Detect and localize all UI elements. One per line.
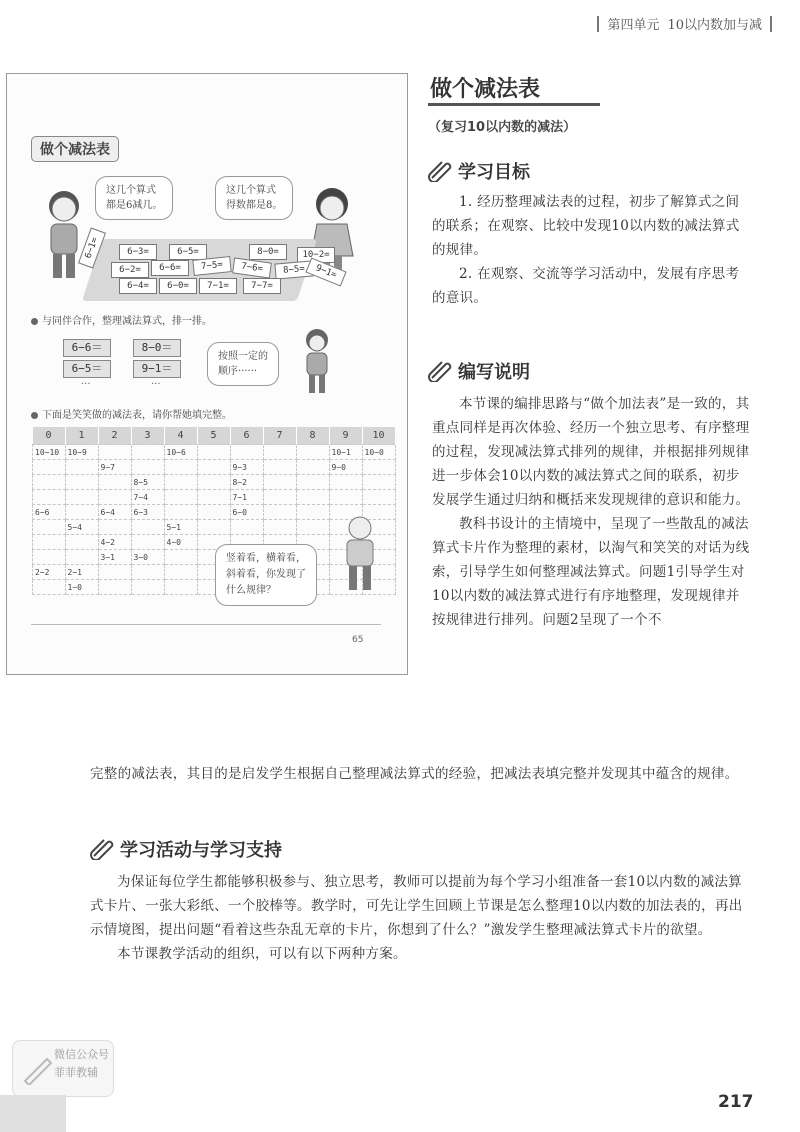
title-underline — [428, 103, 600, 106]
table-cell: 10−10 — [33, 445, 66, 460]
table-row — [33, 490, 396, 505]
table-cell — [98, 580, 131, 595]
table-cell — [263, 520, 296, 535]
table-cell — [296, 475, 329, 490]
table-cell — [98, 475, 131, 490]
bubble-line: 顺序······ — [218, 366, 258, 377]
table-header-cell: 10 — [362, 427, 395, 445]
heading-objectives — [428, 158, 530, 184]
bubble-right — [215, 176, 293, 220]
table-cell — [33, 550, 66, 565]
table-cell — [197, 475, 230, 490]
table-cell — [362, 460, 395, 475]
grandpa-illustration — [337, 514, 383, 594]
table-cell — [98, 520, 131, 535]
bubble-line: 都是6减几。 — [106, 200, 163, 211]
table-cell: 3−1 — [98, 550, 131, 565]
equation-card: 6−4= — [119, 278, 157, 294]
table-cell: 6−0 — [230, 505, 263, 520]
table-cell — [230, 520, 263, 535]
table-cell — [131, 565, 164, 580]
corner-block — [0, 1095, 66, 1132]
table-cell — [164, 490, 197, 505]
table-cell: 8−5 — [131, 475, 164, 490]
table-cell: 8−2 — [230, 475, 263, 490]
equation-card: 6−5= — [169, 244, 207, 260]
table-cell: 3−0 — [131, 550, 164, 565]
table-cell: 4−2 — [98, 535, 131, 550]
watermark-line: 微信公众号 — [54, 1048, 109, 1061]
table-cell — [164, 460, 197, 475]
table-cell — [65, 475, 98, 490]
table-cell — [263, 460, 296, 475]
equation-card: 7−7= — [243, 278, 281, 294]
table-cell — [362, 490, 395, 505]
table-header-cell: 5 — [197, 427, 230, 445]
header-divider — [770, 16, 772, 32]
table-cell: 9−0 — [329, 460, 362, 475]
heading-notes — [428, 358, 530, 384]
heading-activities — [90, 836, 282, 862]
header-unit: 第四单元 — [607, 18, 660, 33]
header-title: 10以内数加与减 — [667, 18, 762, 33]
table-cell: 2−2 — [33, 565, 66, 580]
table-cell — [197, 490, 230, 505]
ellipsis: ··· — [81, 379, 91, 390]
table-cell — [131, 460, 164, 475]
bubble-teacher — [215, 544, 317, 606]
table-row — [33, 460, 396, 475]
equation-card: 7−1= — [199, 278, 237, 294]
table-cell — [329, 475, 362, 490]
activities-paragraph: 为保证每位学生都能够积极参与、独立思考，教师可以提前为每个学习小组准备一套10以内数的减法算式卡片、一张大彩纸、一个胶棒等。教学时，可先让学生回顾上节课是怎么整理10以内数的加法表的，再出示情境图，提出问题“看着这些杂乱无章的卡片，你想到了什么？”激发学生整理减法算式卡片的欲望。 — [90, 874, 743, 938]
table-cell — [296, 460, 329, 475]
heading-text: 学习活动与学习支持 — [120, 840, 282, 861]
table-cell — [164, 565, 197, 580]
heading-text: 编写说明 — [458, 362, 530, 383]
table-header-cell: 1 — [65, 427, 98, 445]
table-cell — [33, 460, 66, 475]
ellipsis: ··· — [151, 379, 161, 390]
table-cell — [65, 535, 98, 550]
page-divider — [31, 624, 381, 625]
table-header-cell: 2 — [98, 427, 131, 445]
textbook-title: 做个减法表 — [31, 136, 119, 162]
instruction-text: 与同伴合作，整理减法算式，排一排。 — [42, 316, 212, 327]
table-cell — [98, 490, 131, 505]
table-header-cell: 9 — [329, 427, 362, 445]
equation-box: 8−0＝ — [133, 339, 181, 357]
table-cell — [263, 490, 296, 505]
bubble-line: 什么规律？ — [226, 585, 276, 596]
header-divider — [597, 16, 599, 32]
equation-card: 6−1= — [78, 227, 106, 268]
table-cell — [296, 445, 329, 460]
objective-item: 2. 在观察、交流等学习活动中，发展有序思考的意识。 — [432, 266, 740, 306]
table-cell — [164, 580, 197, 595]
table-cell — [33, 475, 66, 490]
table-cell: 4−0 — [164, 535, 197, 550]
table-cell — [296, 505, 329, 520]
table-cell: 7−4 — [131, 490, 164, 505]
equation-card: 8−5= — [274, 260, 313, 279]
table-cell — [197, 460, 230, 475]
table-cell — [131, 580, 164, 595]
table-cell — [131, 520, 164, 535]
table-cell — [329, 490, 362, 505]
table-cell — [164, 550, 197, 565]
table-cell — [131, 535, 164, 550]
table-cell — [98, 565, 131, 580]
equation-card: 6−3= — [119, 244, 157, 260]
instruction-2 — [31, 406, 232, 421]
table-cell — [131, 445, 164, 460]
table-cell: 5−4 — [65, 520, 98, 535]
table-cell — [65, 550, 98, 565]
bubble-line: 斜着看，你发现了 — [226, 569, 306, 580]
paperclip-icon — [428, 160, 454, 182]
equation-card: 6−2= — [111, 262, 149, 278]
notes-paragraph: 本节课的编排思路与“做个加法表”是一致的，其重点同样是再次体验、经历一个独立思考、有序整理的过程，发现减法算式排列的规律，并根据排列规律进一步体会10以内数的减法算式之间的联系，初步发展学生通过归纳和概括来发现规律的意识和能力。 — [432, 396, 750, 508]
table-cell: 5−1 — [164, 520, 197, 535]
table-cell — [65, 460, 98, 475]
table-cell — [197, 505, 230, 520]
paperclip-icon — [428, 360, 454, 382]
kid-illustration — [297, 326, 337, 396]
equation-box: 9−1＝ — [133, 360, 181, 378]
table-header-cell: 8 — [296, 427, 329, 445]
bubble-order — [207, 342, 279, 386]
activities-paragraph: 本节课教学活动的组织，可以有以下两种方案。 — [117, 946, 407, 962]
table-cell: 10−6 — [164, 445, 197, 460]
equation-card: 7−6= — [232, 257, 272, 278]
table-header-cell: 6 — [230, 427, 263, 445]
table-cell — [65, 505, 98, 520]
equation-card: 6−6= — [151, 260, 189, 276]
bullet-icon — [31, 318, 38, 325]
bullet-icon — [31, 412, 38, 419]
table-cell — [296, 490, 329, 505]
bubble-line: 按照一定的 — [218, 351, 268, 362]
table-cell: 6−4 — [98, 505, 131, 520]
section-title: 做个减法表 — [430, 77, 541, 102]
notes-paragraph: 完整的减法表，其目的是启发学生根据自己整理减法算式的经验，把减法表填完整并发现其中蕴含的规律。 — [90, 766, 739, 782]
equation-box: 6−5＝ — [63, 360, 111, 378]
table-cell — [263, 445, 296, 460]
table-cell — [197, 520, 230, 535]
table-cell — [164, 475, 197, 490]
table-cell — [263, 475, 296, 490]
watermark-line: 菲菲教辅 — [54, 1066, 98, 1079]
running-header — [597, 14, 772, 33]
table-row — [33, 475, 396, 490]
table-cell — [98, 445, 131, 460]
equation-card: 10−2= — [297, 247, 335, 263]
table-cell: 1−0 — [65, 580, 98, 595]
table-cell — [33, 520, 66, 535]
equation-card: 6−0= — [159, 278, 197, 294]
bubble-line: 得数都是8。 — [226, 200, 283, 211]
table-cell — [197, 445, 230, 460]
table-cell — [33, 490, 66, 505]
table-cell: 10−9 — [65, 445, 98, 460]
heading-text: 学习目标 — [458, 162, 530, 183]
table-cell — [33, 580, 66, 595]
instruction-text: 下面是笑笑做的减法表，请你帮她填完整。 — [42, 410, 232, 421]
page-number: 217 — [718, 1092, 754, 1112]
pen-icon — [21, 1051, 55, 1085]
paperclip-icon — [90, 838, 116, 860]
bubble-line: 这几个算式 — [226, 185, 276, 196]
table-header-row — [33, 427, 396, 445]
textbook-page-number: 65 — [352, 635, 364, 645]
watermark-text — [54, 1046, 109, 1082]
objectives-body — [432, 190, 750, 310]
table-cell: 10−0 — [362, 445, 395, 460]
table-header-cell: 3 — [131, 427, 164, 445]
table-row — [33, 445, 396, 460]
table-cell: 2−1 — [65, 565, 98, 580]
table-cell: 6−6 — [33, 505, 66, 520]
equation-card: 8−0= — [249, 244, 287, 260]
notes-continued — [90, 762, 752, 786]
notes-paragraph: 教科书设计的主情境中，呈现了一些散乱的减法算式卡片作为整理的素材，以淘气和笑笑的对话为线索，引导学生如何整理减法算式。问题1引导学生对10以内数的减法算式进行有序地整理，发现规律并按规律进行排列。问题2呈现了一个不 — [432, 516, 750, 628]
instruction-1 — [31, 312, 212, 327]
table-cell — [296, 520, 329, 535]
table-cell: 6−3 — [131, 505, 164, 520]
table-header-cell: 7 — [263, 427, 296, 445]
table-header-cell: 0 — [33, 427, 66, 445]
table-cell — [230, 445, 263, 460]
bubble-left — [95, 176, 173, 220]
table-cell: 9−3 — [230, 460, 263, 475]
equation-card: 9−1= — [305, 257, 346, 286]
notes-body — [432, 392, 750, 632]
table-cell — [263, 505, 296, 520]
equation-card: 7−5= — [192, 256, 231, 276]
textbook-page — [6, 73, 408, 675]
table-cell — [362, 475, 395, 490]
bubble-line: 这几个算式 — [106, 185, 156, 196]
objective-item: 1. 经历整理减法表的过程，初步了解算式之间的联系；在观察、比较中发现10以内数的减法算式的规律。 — [432, 194, 740, 258]
table-header-cell: 4 — [164, 427, 197, 445]
table-cell: 10−1 — [329, 445, 362, 460]
section-subtitle: （复习10以内数的减法） — [428, 120, 577, 135]
table-cell — [164, 505, 197, 520]
equation-box: 6−6＝ — [63, 339, 111, 357]
table-cell — [33, 535, 66, 550]
table-cell — [65, 490, 98, 505]
table-cell: 9−7 — [98, 460, 131, 475]
activities-body — [90, 870, 752, 966]
bubble-line: 竖着看，横着看， — [226, 553, 306, 564]
boy-illustration — [37, 184, 91, 284]
table-cell: 7−1 — [230, 490, 263, 505]
